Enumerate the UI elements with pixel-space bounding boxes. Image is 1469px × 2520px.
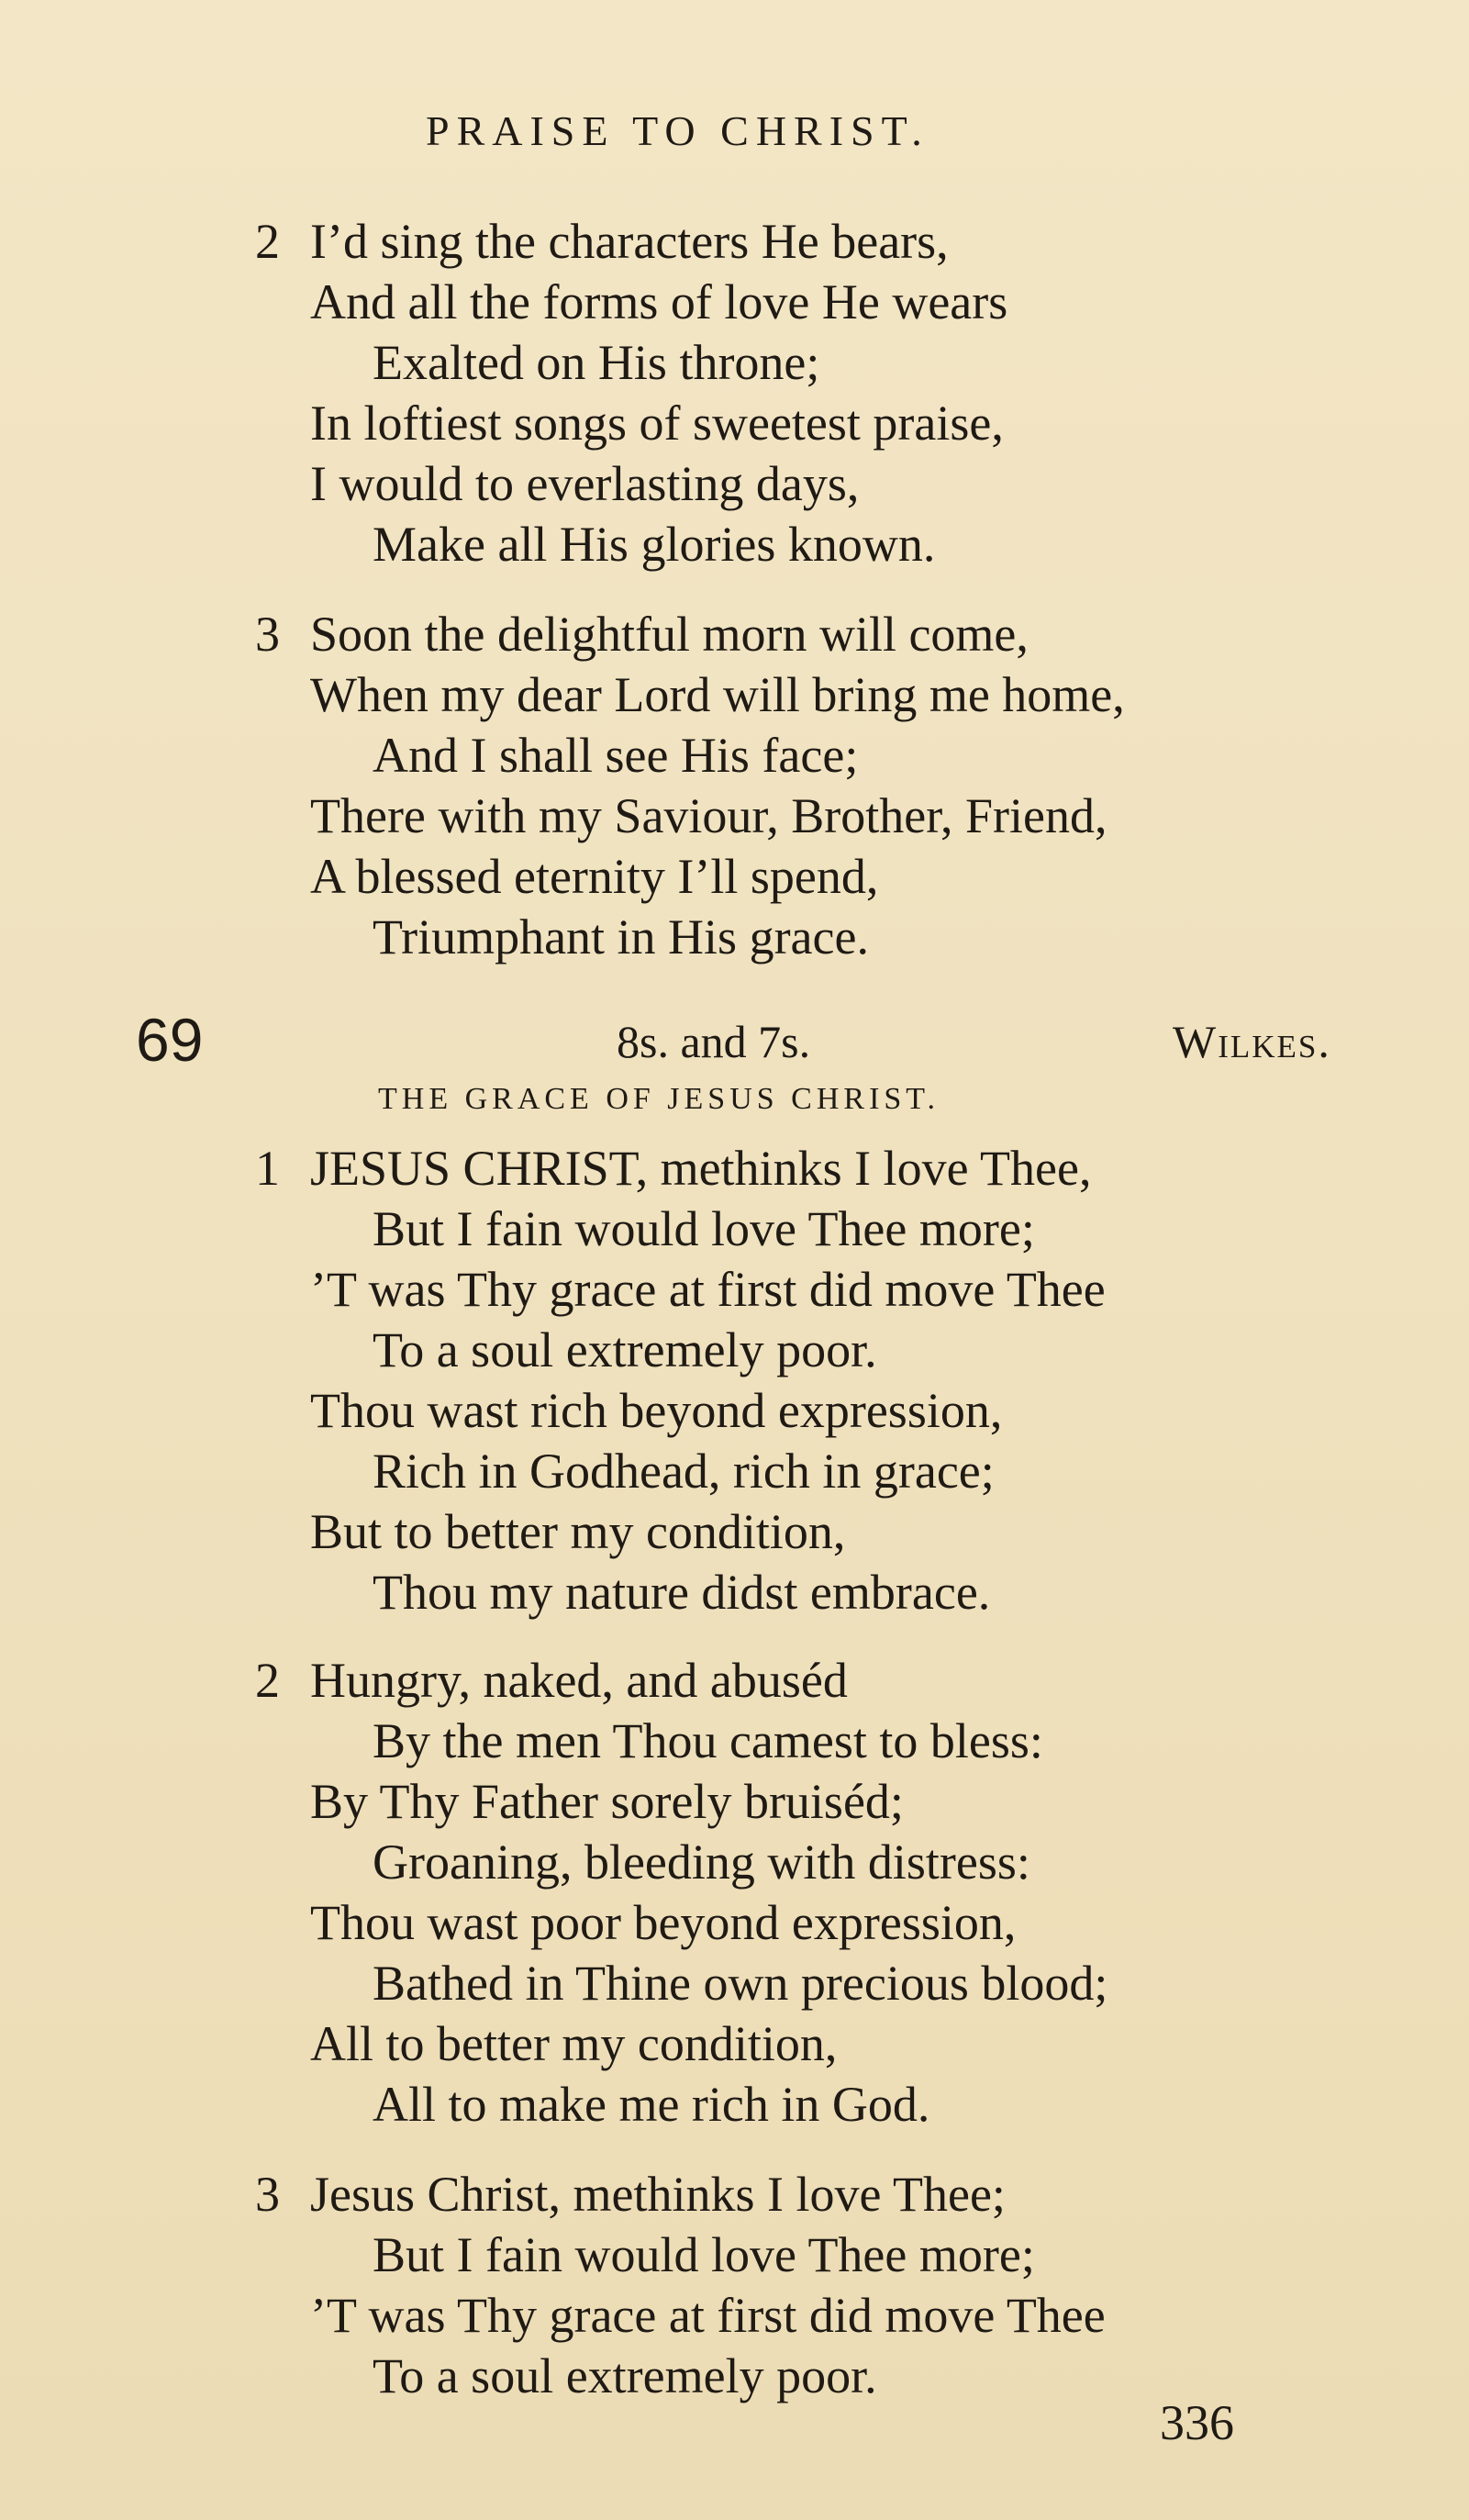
stanza-number: 1 bbox=[255, 1141, 280, 1196]
continued-stanza-2 bbox=[0, 211, 1469, 574]
stanza-number: 2 bbox=[255, 1653, 280, 1708]
stanza-number: 2 bbox=[255, 214, 280, 269]
stanza-number: 3 bbox=[255, 2167, 280, 2222]
stanza-line: By the men Thou camest to bless: bbox=[373, 1713, 1043, 1768]
stanza-line: 2 I’d sing the characters He bears, bbox=[0, 211, 1469, 272]
stanza-line: 2 Hungry, naked, and abuséd bbox=[0, 1650, 1469, 1711]
stanza-line: A blessed eternity I’ll spend, bbox=[310, 849, 879, 904]
stanza-line: I would to everlasting days, bbox=[310, 456, 860, 511]
stanza-line: Groaning, bleeding with distress: bbox=[373, 1834, 1030, 1890]
page-number: 336 bbox=[1160, 2395, 1234, 2450]
stanza-line: But I fain would love Thee more; bbox=[373, 1201, 1035, 1256]
stanza-line: Exalted on His throne; bbox=[373, 335, 820, 390]
stanza-line: In loftiest songs of sweetest praise, bbox=[310, 396, 1004, 451]
stanza-line: All to make me rich in God. bbox=[373, 2077, 930, 2132]
stanza-line: There with my Saviour, Brother, Friend, bbox=[310, 788, 1107, 843]
stanza-line: Rich in Godhead, rich in grace; bbox=[373, 1444, 995, 1499]
stanza-line: Bathed in Thine own precious blood; bbox=[373, 1956, 1108, 2011]
hymn-tune: Wilkes. bbox=[1173, 1016, 1331, 1067]
stanza-line: Make all His glories known. bbox=[373, 517, 936, 572]
stanza-line: ’T was Thy grace at first did move Thee bbox=[310, 2288, 1106, 2343]
stanza-number: 3 bbox=[255, 607, 280, 662]
hymn-subtitle: THE GRACE OF JESUS CHRIST. bbox=[378, 1082, 940, 1116]
hymn-stanza-3 bbox=[0, 2164, 1469, 2406]
stanza-line: And I shall see His face; bbox=[373, 728, 859, 783]
stanza-line: Thou my nature didst embrace. bbox=[373, 1565, 991, 1620]
stanza-line: But I fain would love Thee more; bbox=[373, 2227, 1035, 2282]
stanza-line: Thou wast poor beyond expression, bbox=[310, 1895, 1017, 1950]
continued-stanza-3 bbox=[0, 604, 1469, 967]
hymn-meter: 8s. and 7s. bbox=[617, 1016, 811, 1067]
running-title: PRAISE TO CHRIST. bbox=[426, 107, 929, 154]
stanza-line: 3 Soon the delightful morn will come, bbox=[0, 604, 1469, 664]
hymn-heading bbox=[0, 1008, 1469, 1072]
stanza-line: To a soul extremely poor. bbox=[373, 2348, 877, 2403]
stanza-line: All to better my condition, bbox=[310, 2016, 838, 2071]
stanza-line: And all the forms of love He wears bbox=[310, 274, 1008, 329]
stanza-line: By Thy Father sorely bruiséd; bbox=[310, 1774, 904, 1829]
stanza-line: When my dear Lord will bring me home, bbox=[310, 667, 1125, 722]
hymn-stanza-1 bbox=[0, 1138, 1469, 1622]
stanza-line: 1 JESUS CHRIST, methinks I love Thee, bbox=[0, 1138, 1469, 1199]
hymn-number: 69 bbox=[136, 1006, 204, 1074]
stanza-line: ’T was Thy grace at first did move Thee bbox=[310, 1262, 1106, 1317]
stanza-line: Thou wast rich beyond expression, bbox=[310, 1383, 1003, 1438]
stanza-line: To a soul extremely poor. bbox=[373, 1322, 877, 1377]
stanza-line: 3 Jesus Christ, methinks I love Thee; bbox=[0, 2164, 1469, 2225]
stanza-line: But to better my condition, bbox=[310, 1504, 846, 1559]
hymn-stanza-2 bbox=[0, 1650, 1469, 2135]
stanza-line: Triumphant in His grace. bbox=[373, 909, 869, 965]
